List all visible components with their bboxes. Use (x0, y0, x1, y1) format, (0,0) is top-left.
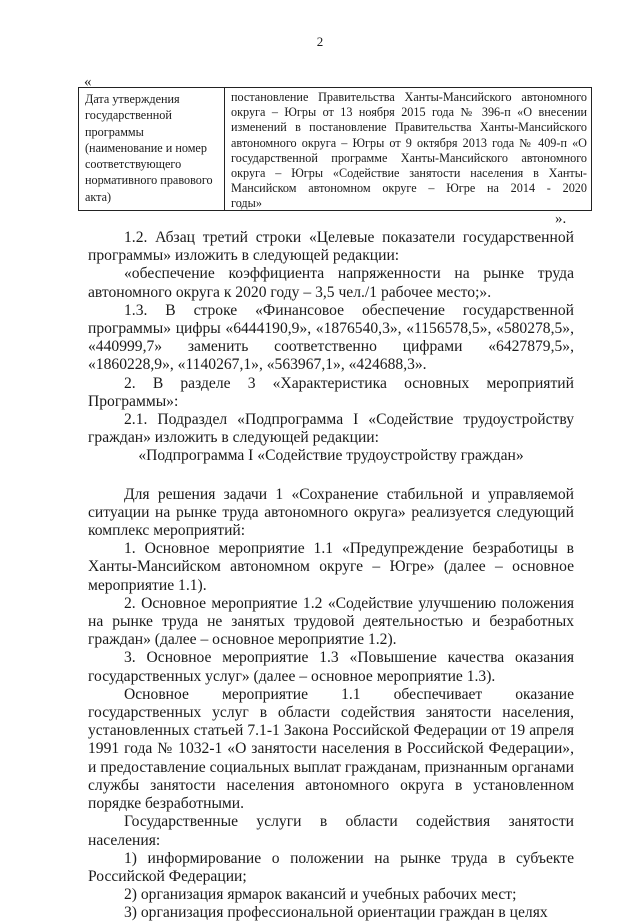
table-row-value-last-line: годы» (231, 196, 262, 211)
closing-quote-mark: ». (555, 211, 567, 227)
table-row-value-text: постановление Правительства Ханты-Мансийского автономного округа – Югры от 13 ноября 2015 года № 396-п «О внесении изменений в постановление Правительства Ханты-Мансийского автономного округа – Югры от 9 октября 2013 года № 409-п «О государственной программе Ханты-Мансийского автономного округа – Югры «Содействие занятости населения в Ханты-Мансийском автономном округе – Югре на 2014 - 2020 (231, 90, 587, 196)
paragraph-services-intro: Государственные услуги в области содействия занятости населения: (88, 813, 574, 849)
list-item-2: 2) организация ярмарок вакансий и учебных рабочих мест; (124, 886, 517, 904)
paragraph-1-2: 1.2. Абзац третий строки «Целевые показатели государственной программы» изложить в следующей редакции: (88, 229, 574, 265)
paragraph-measure-1-1-details: Основное мероприятие 1.1 обеспечивает оказание государственных услуг в области содействия занятости населения, установленных статьей 7.1-1 Закона Российской Федерации от 19 апреля 1991 года № 1032-1 «О занятости населения в Российской Федерации», и предоставление социальных выплат гражданам, признанным органами службы занятости населения автономного округа в установленном порядке безработными. (88, 685, 574, 813)
paragraph-2: 2. В разделе 3 «Характеристика основных мероприятий Программы»: (88, 374, 574, 410)
document-body (88, 229, 574, 923)
paragraph-2-1: 2.1. Подраздел «Подпрограмма I «Содействие трудоустройству граждан» изложить в следующей редакции: (88, 411, 574, 447)
page-number: 2 (316, 34, 324, 49)
passport-table (78, 87, 592, 211)
subprogram-heading: «Подпрограмма I «Содействие трудоустройству граждан» (138, 447, 524, 465)
list-item-3: 3) организация профессиональной ориентации граждан в целях (124, 904, 548, 922)
table-row-value (225, 88, 591, 210)
paragraph-new-wording: «обеспечение коэффициента напряженности на рынке труда автономного округа к 2020 году – 3,5 чел./1 рабочее место;». (88, 265, 574, 301)
opening-quote-mark: « (84, 74, 92, 90)
paragraph-task-1: Для решения задачи 1 «Сохранение стабильной и управляемой ситуации на рынке труда автономного округа» реализуется следующий комплекс мероприятий: (88, 485, 574, 540)
list-item-1: 1) информирование о положении на рынке труда в субъекте Российской Федерации; (88, 849, 574, 885)
paragraph-measure-1-2: 2. Основное мероприятие 1.2 «Содействие улучшению положения на рынке труда не занятых трудовой деятельностью и безработных граждан» (далее – основное мероприятие 1.2). (88, 594, 574, 649)
paragraph-1-3: 1.3. В строке «Финансовое обеспечение государственной программы» цифры «6444190,9», «1876540,3», «1156578,5», «580278,5», «440999,7» заменить соответственно цифрами «6427879,5», «1860228,9», «1140267,1», «563967,1», «424688,3». (88, 301, 574, 374)
table-row-label: Дата утверждения государственной программы (наименование и номер соответствующего нормативного правового акта) (79, 88, 225, 210)
paragraph-measure-1-1: 1. Основное мероприятие 1.1 «Предупреждение безработицы в Ханты-Мансийском автономном округе – Югре» (далее – основное мероприятие 1.1). (88, 540, 574, 594)
paragraph-measure-1-3: 3. Основное мероприятие 1.3 «Повышение качества оказания государственных услуг» (далее – основное мероприятие 1.3). (88, 649, 574, 685)
